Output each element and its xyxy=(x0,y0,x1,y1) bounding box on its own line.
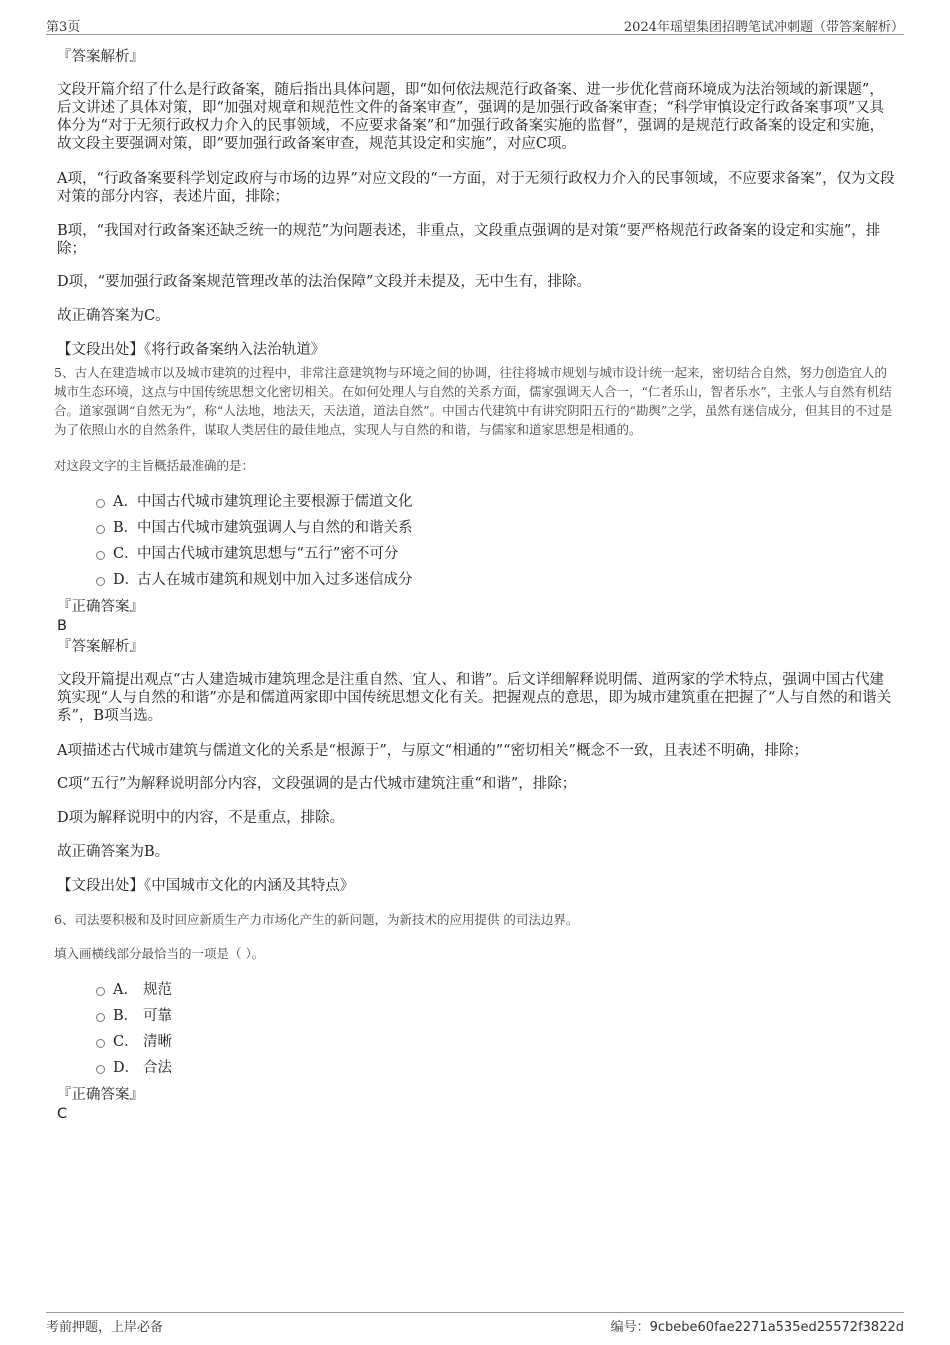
q6-option-d[interactable]: D． 合法 xyxy=(96,1059,172,1077)
radio-icon[interactable] xyxy=(96,987,105,996)
q6-option-a[interactable]: A． 规范 xyxy=(96,981,172,999)
q5-conclusion: 故正确答案为B。 xyxy=(57,844,170,860)
radio-icon[interactable] xyxy=(96,1039,105,1048)
q4-conclusion: 故正确答案为C。 xyxy=(57,308,170,324)
document-title: 2024年瑶望集团招聘笔试冲刺题（带答案解析） xyxy=(623,20,904,35)
q4-option-d-explanation: D项，“要加强行政备案规范管理改革的法治保障”文段并未提及，无中生有，排除。 xyxy=(57,274,591,290)
radio-icon[interactable] xyxy=(96,499,105,508)
footer-slogan: 考前押题，上岸必备 xyxy=(46,1320,164,1335)
q5-analysis: 文段开篇提出观点“古人建造城市建筑理念是注重自然、宜人、和谐”。后文详细解释说明儒、道两家的学术特点，强调中国古代建筑实现“人与自然的和谐”亦是和儒道两家即中国传统思想文化有关。把握观点的意思，即为城市建筑重在把握了“人与自然的和谐关系”，B项当选。 xyxy=(57,672,892,724)
q5-option-c[interactable]: C．中国古代城市建筑思想与“五行”密不可分 xyxy=(96,545,398,563)
q4-analysis-label: 『答案解析』 xyxy=(57,49,144,65)
radio-icon[interactable] xyxy=(96,551,105,560)
q5-question: 对这段文字的主旨概括最准确的是： xyxy=(54,458,255,473)
radio-icon[interactable] xyxy=(96,525,105,534)
q5-option-a-explanation: A项描述古代城市建筑与儒道文化的关系是“根源于”，与原文“相通的”“密切相关”概念不一致，且表述不明确，排除； xyxy=(57,743,808,759)
footer-code: 编号：9cbebe60fae2271a535ed25572f3822d xyxy=(610,1320,904,1335)
q6-option-c[interactable]: C． 清晰 xyxy=(96,1033,172,1051)
q5-answer-label: 『正确答案』 xyxy=(57,599,144,615)
q5-option-d[interactable]: D．古人在城市建筑和规划中加入过多迷信成分 xyxy=(96,571,413,589)
q5-option-b[interactable]: B．中国古代城市建筑强调人与自然的和谐关系 xyxy=(96,519,413,537)
q5-source: 【文段出处】《中国城市文化的内涵及其特点》 xyxy=(57,878,355,894)
q4-analysis: 文段开篇介绍了什么是行政备案，随后指出具体问题，即“如何依法规范行政备案、进一步优化营商环境成为法治领域的新课题”，后文讲述了具体对策，即“加强对规章和规范性文件的备案审查”，强调的是加强行政备案审查；“科学审慎设定行政备案事项”又具体分为“对于无须行政权力介入的民事领域，不应要求备案”和“加强行政备案实施的监督”，强调的是规范行政备案的设定和实施，故文段主要强调对策，即“要加强行政备案审查，规范其设定和实施”，对应C项。 xyxy=(57,82,885,152)
q5-option-d-explanation: D项为解释说明中的内容，不是重点，排除。 xyxy=(57,810,345,826)
radio-icon[interactable] xyxy=(96,577,105,586)
q6-passage: 6、司法要积极和及时回应新质生产力市场化产生的新问题，为新技术的应用提供 的司法边界。 xyxy=(54,912,579,927)
q5-passage: 5、古人在建造城市以及城市建筑的过程中，非常注意建筑物与环境之间的协调，往往将城市规划与城市设计统一起来，密切结合自然，努力创造宜人的城市生态环境，这点与中国传统思想文化密切相关。在如何处理人与自然的关系方面，儒家强调天人合一，“仁者乐山，智者乐水”，主张人与自然有机结合。道家强调“自然无为”，称“人法地，地法天，天法道，道法自然”。中国古代建筑中有讲究阴阳五行的“勘舆”之学，虽然有迷信成分，但其目的不过是为了依照山水的自然条件，谋取人类居住的最佳地点，实现人与自然的和谐，与儒家和道家思想是相通的。 xyxy=(54,365,893,437)
q6-answer: C xyxy=(57,1106,68,1122)
q4-source: 【文段出处】《将行政备案纳入法治轨道》 xyxy=(57,342,326,358)
q5-option-a[interactable]: A．中国古代城市建筑理论主要根源于儒道文化 xyxy=(96,493,413,511)
q6-question: 填入画横线部分最恰当的一项是（ ）。 xyxy=(54,946,265,961)
radio-icon[interactable] xyxy=(96,1013,105,1022)
q6-answer-label: 『正确答案』 xyxy=(57,1087,144,1103)
radio-icon[interactable] xyxy=(96,1065,105,1074)
q4-option-b-explanation: B项，“我国对行政备案还缺乏统一的规范”为问题表述，非重点，文段重点强调的是对策“要严格规范行政备案的设定和实施”，排除； xyxy=(57,223,881,257)
q5-answer: B xyxy=(57,618,67,634)
page-header xyxy=(46,14,904,35)
page-number: 第3页 xyxy=(46,20,81,35)
page-footer xyxy=(46,1312,904,1335)
q5-option-c-explanation: C项“五行”为解释说明部分内容，文段强调的是古代城市建筑注重“和谐”，排除； xyxy=(57,776,577,792)
q5-analysis-label: 『答案解析』 xyxy=(57,639,144,655)
q4-option-a-explanation: A项，“行政备案要科学划定政府与市场的边界”对应文段的“一方面，对于无须行政权力介入的民事领域，不应要求备案”，仅为文段对策的部分内容，表述片面，排除； xyxy=(57,171,895,205)
q6-option-b[interactable]: B． 可靠 xyxy=(96,1007,172,1025)
